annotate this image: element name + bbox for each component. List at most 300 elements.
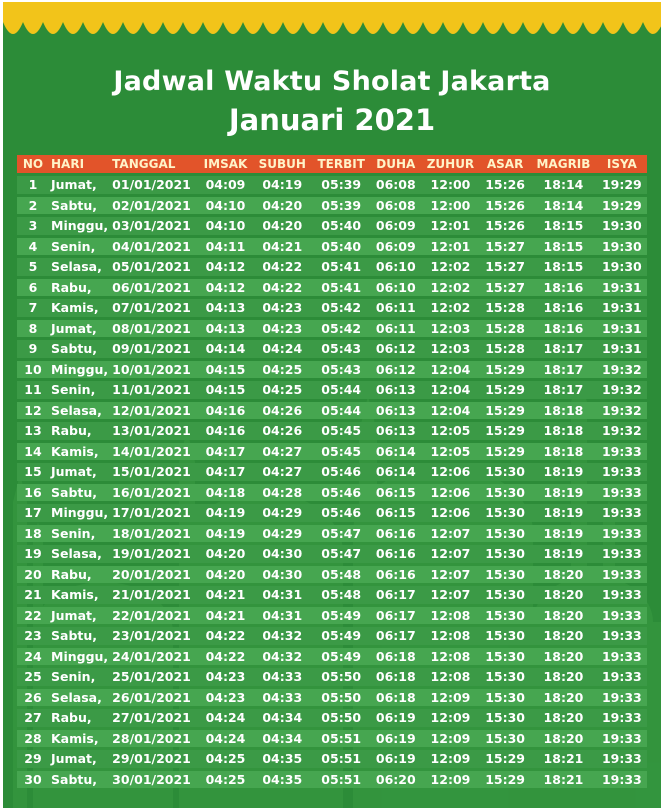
cell-terbit: 05:48 [312, 566, 371, 584]
cell-no: 16 [17, 484, 49, 502]
cell-subuh: 04:27 [253, 463, 312, 481]
cell-tanggal: 01/01/2021 [110, 176, 198, 194]
header-row [17, 155, 647, 173]
cell-subuh: 04:34 [253, 709, 312, 727]
cell-isya: 19:31 [597, 279, 647, 297]
cell-hari: Sabtu, [49, 627, 110, 645]
cell-subuh: 04:20 [253, 217, 312, 235]
cell-duha: 06:09 [371, 238, 421, 256]
cell-duha: 06:08 [371, 176, 421, 194]
cell-imsak: 04:13 [198, 299, 253, 317]
cell-hari: Sabtu, [49, 771, 110, 789]
cell-terbit: 05:48 [312, 586, 371, 604]
cell-isya: 19:33 [597, 750, 647, 768]
cell-tanggal: 19/01/2021 [110, 545, 198, 563]
cell-tanggal: 07/01/2021 [110, 299, 198, 317]
cell-tanggal: 14/01/2021 [110, 443, 198, 461]
cell-magrib: 18:21 [530, 750, 596, 768]
cell-imsak: 04:24 [198, 709, 253, 727]
cell-hari: Rabu, [49, 709, 110, 727]
cell-zuhur: 12:05 [421, 443, 480, 461]
cell-subuh: 04:24 [253, 340, 312, 358]
cell-hari: Jumat, [49, 320, 110, 338]
cell-tanggal: 29/01/2021 [110, 750, 198, 768]
cell-terbit: 05:47 [312, 545, 371, 563]
poster-subtitle: Januari 2021 [228, 103, 436, 137]
cell-subuh: 04:30 [253, 566, 312, 584]
cell-isya: 19:30 [597, 258, 647, 276]
cell-terbit: 05:39 [312, 176, 371, 194]
cell-tanggal: 22/01/2021 [110, 607, 198, 625]
cell-terbit: 05:42 [312, 320, 371, 338]
cell-asar: 15:26 [480, 176, 530, 194]
cell-asar: 15:27 [480, 238, 530, 256]
cell-imsak: 04:16 [198, 422, 253, 440]
table-row [17, 463, 647, 481]
cell-no: 9 [17, 340, 49, 358]
cell-subuh: 04:19 [253, 176, 312, 194]
cell-imsak: 04:19 [198, 504, 253, 522]
cell-imsak: 04:25 [198, 771, 253, 789]
cell-tanggal: 24/01/2021 [110, 648, 198, 666]
cell-isya: 19:29 [597, 197, 647, 215]
cell-asar: 15:28 [480, 320, 530, 338]
table-row [17, 566, 647, 584]
cell-terbit: 05:43 [312, 340, 371, 358]
cell-terbit: 05:51 [312, 750, 371, 768]
cell-zuhur: 12:04 [421, 361, 480, 379]
cell-tanggal: 26/01/2021 [110, 689, 198, 707]
header-imsak: IMSAK [198, 155, 253, 173]
table-row [17, 545, 647, 563]
table-row [17, 504, 647, 522]
cell-terbit: 05:40 [312, 238, 371, 256]
cell-no: 4 [17, 238, 49, 256]
header-magrib: MAGRIB [530, 155, 596, 173]
cell-terbit: 05:49 [312, 627, 371, 645]
cell-subuh: 04:35 [253, 771, 312, 789]
cell-zuhur: 12:07 [421, 566, 480, 584]
cell-asar: 15:30 [480, 730, 530, 748]
table-row [17, 320, 647, 338]
cell-hari: Sabtu, [49, 484, 110, 502]
cell-asar: 15:30 [480, 586, 530, 604]
cell-magrib: 18:14 [530, 176, 596, 194]
cell-isya: 19:33 [597, 545, 647, 563]
cell-zuhur: 12:09 [421, 750, 480, 768]
cell-hari: Minggu, [51, 361, 109, 377]
cell-no: 19 [17, 545, 49, 563]
cell-terbit: 05:46 [312, 504, 371, 522]
cell-isya: 19:33 [597, 627, 647, 645]
cell-magrib: 18:20 [530, 709, 596, 727]
cell-magrib: 18:19 [530, 525, 596, 543]
cell-duha: 06:12 [371, 340, 421, 358]
cell-hari: Sabtu, [49, 197, 110, 215]
cell-hari: Kamis, [49, 586, 110, 604]
cell-hari: Jumat, [49, 750, 110, 768]
cell-magrib: 18:20 [530, 689, 596, 707]
cell-terbit: 05:50 [312, 689, 371, 707]
cell-tanggal: 18/01/2021 [110, 525, 198, 543]
cell-zuhur: 12:03 [421, 340, 480, 358]
cell-zuhur: 12:08 [421, 627, 480, 645]
cell-asar: 15:30 [480, 566, 530, 584]
cell-magrib: 18:20 [530, 648, 596, 666]
table-row [17, 422, 647, 440]
cell-imsak: 04:21 [198, 586, 253, 604]
cell-zuhur: 12:08 [421, 607, 480, 625]
cell-asar: 15:30 [480, 525, 530, 543]
table-row [17, 689, 647, 707]
cell-imsak: 04:22 [198, 648, 253, 666]
cell-asar: 15:29 [480, 422, 530, 440]
cell-no: 20 [17, 566, 49, 584]
cell-hari: Senin, [49, 238, 110, 256]
cell-tanggal: 09/01/2021 [110, 340, 198, 358]
cell-magrib: 18:19 [530, 504, 596, 522]
cell-isya: 19:33 [597, 709, 647, 727]
cell-subuh: 04:23 [253, 299, 312, 317]
cell-tanggal: 17/01/2021 [110, 504, 198, 522]
cell-imsak: 04:22 [198, 627, 253, 645]
cell-terbit: 05:45 [312, 443, 371, 461]
cell-tanggal: 20/01/2021 [110, 566, 198, 584]
cell-zuhur: 12:06 [421, 484, 480, 502]
cell-asar: 15:28 [480, 340, 530, 358]
table-row [17, 771, 647, 789]
cell-tanggal: 03/01/2021 [110, 217, 198, 235]
cell-hari: Kamis, [49, 443, 110, 461]
cell-tanggal: 02/01/2021 [110, 197, 198, 215]
header-zuhur: ZUHUR [421, 155, 480, 173]
cell-isya: 19:33 [597, 525, 647, 543]
cell-asar: 15:30 [480, 545, 530, 563]
cell-no: 24 [17, 648, 49, 666]
cell-asar: 15:29 [480, 361, 530, 379]
cell-magrib: 18:18 [530, 443, 596, 461]
cell-hari: Minggu, [51, 505, 109, 521]
cell-magrib: 18:17 [530, 361, 596, 379]
cell-zuhur: 12:09 [421, 771, 480, 789]
cell-tanggal: 10/01/2021 [110, 361, 198, 379]
cell-no: 18 [17, 525, 49, 543]
cell-hari: Rabu, [49, 566, 110, 584]
cell-isya: 19:32 [597, 422, 647, 440]
cell-isya: 19:33 [597, 484, 647, 502]
cell-imsak: 04:10 [198, 217, 253, 235]
cell-duha: 06:13 [371, 381, 421, 399]
cell-terbit: 05:44 [312, 381, 371, 399]
cell-duha: 06:16 [371, 525, 421, 543]
cell-duha: 06:10 [371, 258, 421, 276]
cell-asar: 15:26 [480, 197, 530, 215]
cell-subuh: 04:26 [253, 402, 312, 420]
cell-imsak: 04:15 [198, 381, 253, 399]
cell-duha: 06:09 [371, 217, 421, 235]
cell-asar: 15:30 [480, 504, 530, 522]
header-tanggal: TANGGAL [110, 155, 198, 173]
cell-zuhur: 12:02 [421, 299, 480, 317]
cell-no: 3 [17, 217, 49, 235]
cell-magrib: 18:20 [530, 627, 596, 645]
cell-terbit: 05:46 [312, 484, 371, 502]
cell-magrib: 18:20 [530, 566, 596, 584]
table-row [17, 402, 647, 420]
cell-isya: 19:33 [597, 566, 647, 584]
cell-duha: 06:16 [371, 545, 421, 563]
cell-imsak: 04:18 [198, 484, 253, 502]
cell-terbit: 05:51 [312, 771, 371, 789]
poster-title: Jadwal Waktu Sholat Jakarta [113, 66, 551, 97]
cell-terbit: 05:45 [312, 422, 371, 440]
cell-subuh: 04:20 [253, 197, 312, 215]
cell-subuh: 04:30 [253, 545, 312, 563]
table-row [17, 361, 647, 379]
cell-no: 12 [17, 402, 49, 420]
cell-zuhur: 12:04 [421, 402, 480, 420]
cell-hari: Jumat, [49, 463, 110, 481]
table-body [17, 176, 647, 788]
cell-magrib: 18:16 [530, 320, 596, 338]
cell-zuhur: 12:07 [421, 586, 480, 604]
cell-imsak: 04:16 [198, 402, 253, 420]
cell-no: 27 [17, 709, 49, 727]
cell-zuhur: 12:07 [421, 525, 480, 543]
cell-magrib: 18:21 [530, 771, 596, 789]
cell-duha: 06:14 [371, 463, 421, 481]
cell-magrib: 18:18 [530, 402, 596, 420]
cell-duha: 06:08 [371, 197, 421, 215]
table-row [17, 525, 647, 543]
cell-imsak: 04:25 [198, 750, 253, 768]
cell-hari: Minggu, [51, 648, 109, 664]
cell-isya: 19:33 [597, 689, 647, 707]
cell-subuh: 04:32 [253, 627, 312, 645]
cell-hari: Jumat, [49, 607, 110, 625]
cell-zuhur: 12:08 [421, 668, 480, 686]
header-isya: ISYA [597, 155, 647, 173]
cell-zuhur: 12:01 [421, 238, 480, 256]
cell-asar: 15:29 [480, 443, 530, 461]
cell-isya: 19:33 [597, 730, 647, 748]
cell-no: 11 [17, 381, 49, 399]
cell-subuh: 04:25 [253, 361, 312, 379]
cell-tanggal: 25/01/2021 [110, 668, 198, 686]
cell-duha: 06:15 [371, 484, 421, 502]
cell-imsak: 04:17 [198, 463, 253, 481]
cell-zuhur: 12:06 [421, 463, 480, 481]
cell-terbit: 05:50 [312, 709, 371, 727]
cell-duha: 06:19 [371, 730, 421, 748]
table-row [17, 197, 647, 215]
cell-subuh: 04:35 [253, 750, 312, 768]
cell-magrib: 18:17 [530, 340, 596, 358]
cell-isya: 19:32 [597, 381, 647, 399]
cell-terbit: 05:43 [312, 361, 371, 379]
cell-duha: 06:13 [371, 422, 421, 440]
cell-hari: Sabtu, [49, 340, 110, 358]
cell-imsak: 04:23 [198, 668, 253, 686]
table-row [17, 299, 647, 317]
cell-duha: 06:11 [371, 320, 421, 338]
cell-zuhur: 12:00 [421, 176, 480, 194]
cell-isya: 19:33 [597, 463, 647, 481]
cell-subuh: 04:22 [253, 258, 312, 276]
cell-isya: 19:30 [597, 238, 647, 256]
cell-imsak: 04:23 [198, 689, 253, 707]
cell-terbit: 05:40 [312, 217, 371, 235]
cell-zuhur: 12:09 [421, 689, 480, 707]
cell-no: 10 [17, 361, 49, 379]
schedule-table [17, 152, 647, 791]
cell-tanggal: 05/01/2021 [110, 258, 198, 276]
cell-isya: 19:33 [597, 668, 647, 686]
table-row [17, 258, 647, 276]
cell-magrib: 18:18 [530, 422, 596, 440]
cell-zuhur: 12:04 [421, 381, 480, 399]
cell-terbit: 05:51 [312, 730, 371, 748]
cell-imsak: 04:10 [198, 197, 253, 215]
cell-isya: 19:33 [597, 443, 647, 461]
cell-imsak: 04:14 [198, 340, 253, 358]
cell-zuhur: 12:02 [421, 279, 480, 297]
cell-subuh: 04:33 [253, 668, 312, 686]
table-header [17, 155, 647, 173]
cell-no: 21 [17, 586, 49, 604]
cell-duha: 06:18 [371, 648, 421, 666]
cell-subuh: 04:31 [253, 607, 312, 625]
cell-imsak: 04:20 [198, 566, 253, 584]
table-row [17, 484, 647, 502]
table-row [17, 607, 647, 625]
cell-hari: Selasa, [49, 402, 110, 420]
cell-terbit: 05:41 [312, 258, 371, 276]
table-row [17, 217, 647, 235]
cell-asar: 15:30 [480, 668, 530, 686]
cell-duha: 06:18 [371, 689, 421, 707]
cell-hari: Kamis, [49, 730, 110, 748]
cell-hari: Senin, [49, 668, 110, 686]
cell-tanggal: 04/01/2021 [110, 238, 198, 256]
cell-subuh: 04:27 [253, 443, 312, 461]
cell-subuh: 04:21 [253, 238, 312, 256]
cell-duha: 06:16 [371, 566, 421, 584]
cell-asar: 15:27 [480, 258, 530, 276]
cell-terbit: 05:50 [312, 668, 371, 686]
cell-zuhur: 12:05 [421, 422, 480, 440]
cell-terbit: 05:46 [312, 463, 371, 481]
cell-terbit: 05:39 [312, 197, 371, 215]
prayer-schedule-poster [3, 2, 661, 808]
header-no: NO [17, 155, 49, 173]
cell-imsak: 04:12 [198, 279, 253, 297]
cell-isya: 19:32 [597, 361, 647, 379]
cell-tanggal: 27/01/2021 [110, 709, 198, 727]
cell-asar: 15:26 [480, 217, 530, 235]
table-row [17, 586, 647, 604]
cell-no: 30 [17, 771, 49, 789]
cell-magrib: 18:20 [530, 730, 596, 748]
cell-no: 8 [17, 320, 49, 338]
table-row [17, 340, 647, 358]
cell-duha: 06:12 [371, 361, 421, 379]
cell-no: 5 [17, 258, 49, 276]
cell-imsak: 04:19 [198, 525, 253, 543]
cell-asar: 15:30 [480, 648, 530, 666]
cell-subuh: 04:33 [253, 689, 312, 707]
cell-terbit: 05:44 [312, 402, 371, 420]
cell-isya: 19:30 [597, 217, 647, 235]
cell-duha: 06:17 [371, 607, 421, 625]
cell-tanggal: 21/01/2021 [110, 586, 198, 604]
cell-tanggal: 11/01/2021 [110, 381, 198, 399]
cell-magrib: 18:16 [530, 279, 596, 297]
cell-hari: Rabu, [49, 279, 110, 297]
cell-imsak: 04:13 [198, 320, 253, 338]
cell-duha: 06:17 [371, 627, 421, 645]
cell-subuh: 04:29 [253, 525, 312, 543]
cell-magrib: 18:15 [530, 238, 596, 256]
cell-isya: 19:33 [597, 504, 647, 522]
cell-duha: 06:20 [371, 771, 421, 789]
cell-asar: 15:28 [480, 299, 530, 317]
cell-imsak: 04:09 [198, 176, 253, 194]
cell-no: 17 [17, 504, 49, 522]
cell-subuh: 04:34 [253, 730, 312, 748]
cell-tanggal: 16/01/2021 [110, 484, 198, 502]
cell-asar: 15:30 [480, 689, 530, 707]
cell-isya: 19:31 [597, 299, 647, 317]
cell-isya: 19:33 [597, 648, 647, 666]
cell-no: 7 [17, 299, 49, 317]
cell-terbit: 05:49 [312, 648, 371, 666]
cell-subuh: 04:32 [253, 648, 312, 666]
cell-isya: 19:32 [597, 402, 647, 420]
cell-magrib: 18:17 [530, 381, 596, 399]
cell-magrib: 18:20 [530, 586, 596, 604]
cell-duha: 06:17 [371, 586, 421, 604]
cell-duha: 06:11 [371, 299, 421, 317]
cell-duha: 06:15 [371, 504, 421, 522]
cell-no: 14 [17, 443, 49, 461]
cell-duha: 06:19 [371, 750, 421, 768]
cell-tanggal: 23/01/2021 [110, 627, 198, 645]
cell-no: 13 [17, 422, 49, 440]
cell-asar: 15:30 [480, 709, 530, 727]
cell-duha: 06:13 [371, 402, 421, 420]
cell-tanggal: 13/01/2021 [110, 422, 198, 440]
cell-asar: 15:27 [480, 279, 530, 297]
cell-zuhur: 12:07 [421, 545, 480, 563]
cell-no: 23 [17, 627, 49, 645]
cell-subuh: 04:22 [253, 279, 312, 297]
cell-no: 28 [17, 730, 49, 748]
cell-isya: 19:29 [597, 176, 647, 194]
cell-no: 1 [17, 176, 49, 194]
cell-tanggal: 30/01/2021 [110, 771, 198, 789]
cell-zuhur: 12:08 [421, 648, 480, 666]
cell-no: 6 [17, 279, 49, 297]
cell-zuhur: 12:06 [421, 504, 480, 522]
cell-magrib: 18:20 [530, 607, 596, 625]
cell-magrib: 18:19 [530, 545, 596, 563]
cell-asar: 15:29 [480, 402, 530, 420]
cell-hari: Senin, [49, 525, 110, 543]
table-row [17, 668, 647, 686]
cell-isya: 19:31 [597, 320, 647, 338]
cell-tanggal: 08/01/2021 [110, 320, 198, 338]
